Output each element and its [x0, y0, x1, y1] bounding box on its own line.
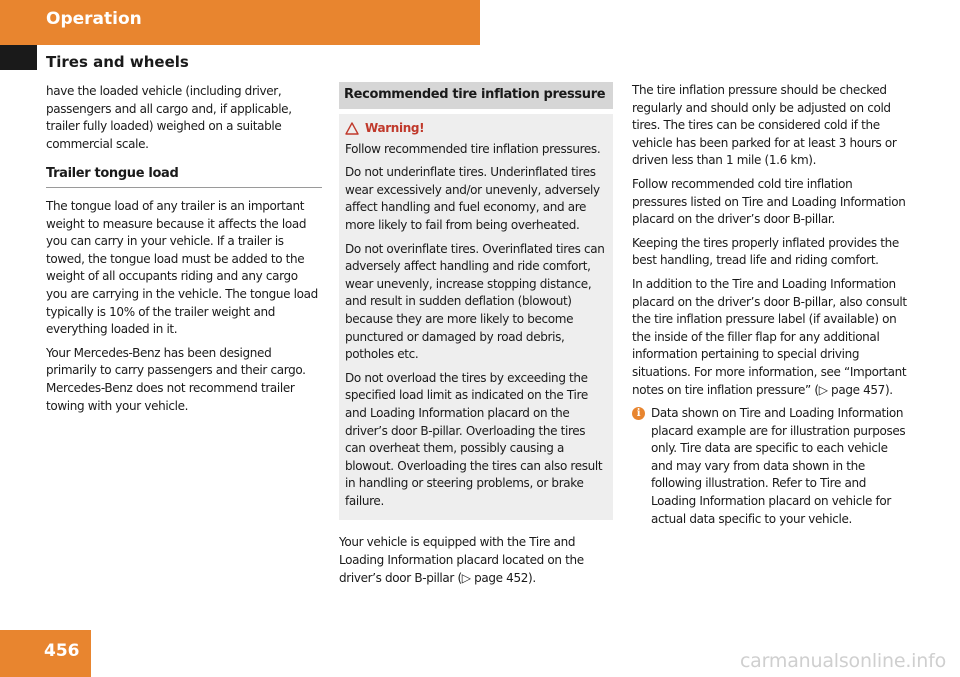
info-note [632, 405, 910, 534]
warning-box [339, 114, 613, 520]
inflation-pressure-heading: Recommended tire inflation pressure [339, 82, 613, 109]
warning-paragraph-1: Follow recommended tire inflation pressures. [345, 141, 601, 156]
warning-triangle-icon [345, 122, 359, 135]
filler-flap-paragraph: In addition to the Tire and Loading Information placard on the driver’s door B-pillar, also consult the tire inflation pressure label (if available) on the inside of the filler flap for any additional information pertaining to special driving situations. For more information, see “Important notes on tire inflation pressure” (▷ page 457). [632, 276, 907, 397]
check-pressure-paragraph: The tire inflation pressure should be checked regularly and should only be adjusted on cold tires. The tires can be considered cold if the vehicle has been parked for at least 3 hours or driven less than 1 mile (1.6 km). [632, 83, 897, 168]
warning-title-text: Warning! [365, 121, 425, 135]
watermark: carmanualsonline.info [739, 650, 946, 672]
trailer-tongue-load-heading: Trailer tongue load [46, 165, 322, 188]
column-left [46, 83, 322, 421]
warning-paragraph-3: Do not overinflate tires. Overinflated tires can adversely affect handling and ride comfort, wear unevenly, increase stopping distance, and result in sudden deflation (blowout) because they are more likely to become punctured or damaged by road debris, potholes etc. [345, 241, 605, 362]
warning-paragraph-2: Do not underinflate tires. Underinflated tires wear excessively and/or unevenly, adversely affect handling and fuel economy, and are more likely to fail from being overheated. [345, 165, 600, 232]
placard-location-paragraph: Your vehicle is equipped with the Tire and Loading Information placard located on the driver’s door B-pillar (▷ page 452). [339, 535, 584, 585]
warning-paragraph-4: Do not overload the tires by exceeding the specified load limit as indicated on the Tire and Loading Information placard on the driver’s door B-pillar. Overloading the tires can overheat them, possibly causing a blowout. Overloading the tires can also result in handling or steering problems, or brake failure. [345, 370, 603, 508]
intro-paragraph: have the loaded vehicle (including driver, passengers and all cargo and, if applicable, trailer fully loaded) weighed on a suitable commercial scale. [46, 84, 292, 151]
page-number: 456 [44, 641, 80, 661]
section-tab-marker [0, 45, 37, 70]
column-middle [339, 82, 613, 593]
warning-title [345, 120, 607, 138]
towing-paragraph: Your Mercedes-Benz has been designed primarily to carry passengers and their cargo. Mercedes-Benz does not recommend trailer towing with your vehicle. [46, 345, 306, 413]
subsection-title: Tires and wheels [46, 53, 189, 71]
info-icon: i [632, 407, 645, 420]
column-right [632, 82, 910, 534]
info-note-text: Data shown on Tire and Loading Information placard example are for illustration purposes only. Tire data are specific to each vehicle and may vary from data shown in the following illustration. Refer to Tire and Loading Information placard on vehicle for actual data specific to your vehicle. [651, 406, 906, 526]
cold-pressure-paragraph: Follow recommended cold tire inflation pressures listed on Tire and Loading Information placard on the driver’s door B-pillar. [632, 176, 906, 227]
section-title: Operation [46, 9, 142, 29]
inflated-benefit-paragraph: Keeping the tires properly inflated provides the best handling, tread life and riding comfort. [632, 235, 899, 268]
tongue-load-paragraph: The tongue load of any trailer is an important weight to measure because it affects the load you can carry in your vehicle. If a trailer is towed, the tongue load must be added to the weight of all occupants riding and any cargo you are carrying in the vehicle. The tongue load typically is 10% of the trailer weight and everything loaded in it. [46, 198, 318, 337]
